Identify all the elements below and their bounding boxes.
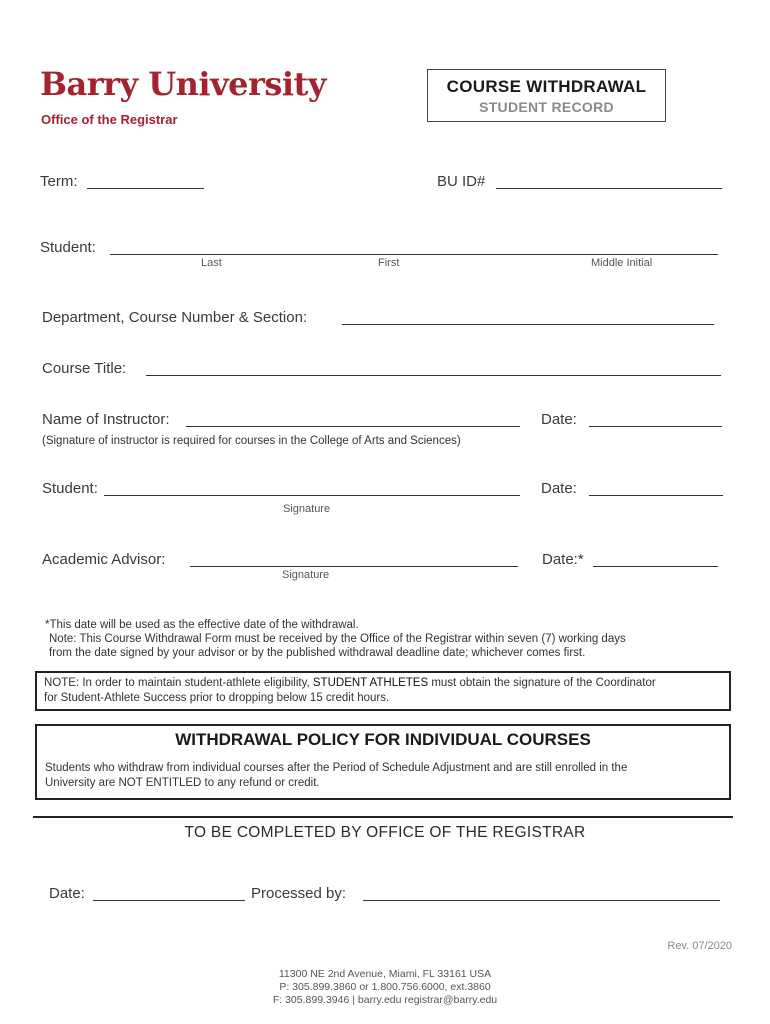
student-date-label: Date: — [541, 480, 577, 497]
advisor-signature-caption: Signature — [282, 569, 330, 581]
effective-date-note: *This date will be used as the effective date of the withdrawal. — [45, 619, 359, 631]
student-signature-caption: Signature — [283, 503, 331, 515]
student-signature-field[interactable] — [104, 495, 520, 496]
athlete-note-text-a: In order to maintain student-athlete eligibility, — [79, 677, 313, 689]
instructor-field[interactable] — [186, 426, 520, 427]
instructor-date-label: Date: — [541, 411, 577, 428]
student-name-label: Student: — [40, 239, 96, 256]
term-label: Term: — [40, 173, 78, 190]
term-field[interactable] — [87, 188, 204, 189]
form-subtitle: STUDENT RECORD — [479, 99, 614, 115]
footer-address: 11300 NE 2nd Avenue, Miami, FL 33161 USA — [278, 968, 492, 980]
advisor-date-label: Date:* — [542, 551, 584, 568]
student-signature-label: Student: — [42, 480, 98, 497]
footer-phone: P: 305.899.3860 or 1.800.756.6000, ext.3860 — [279, 981, 491, 993]
athlete-note-text-b: must obtain the signature of the Coordinator — [428, 677, 656, 689]
registrar-date-field[interactable] — [93, 900, 245, 901]
registrar-heading: TO BE COMPLETED BY OFFICE OF THE REGISTRAR — [184, 824, 586, 841]
buid-field[interactable] — [496, 188, 722, 189]
section-divider — [33, 816, 733, 818]
instructor-label: Name of Instructor: — [42, 411, 170, 428]
policy-text-line1: Students who withdraw from individual courses after the Period of Schedule Adjustment and are still enrolled in the — [45, 762, 628, 774]
middle-initial-caption: Middle Initial — [591, 257, 653, 269]
first-name-caption: First — [378, 257, 400, 269]
registrar-date-label: Date: — [49, 885, 85, 902]
department-label: Department, Course Number & Section: — [42, 309, 308, 326]
form-title-box — [427, 69, 666, 122]
submission-note-line1: Note: This Course Withdrawal Form must be received by the Office of the Registrar within seven (7) working days — [49, 633, 626, 645]
processed-by-label: Processed by: — [251, 885, 347, 902]
office-name: Office of the Registrar — [41, 112, 178, 127]
footer-contact — [0, 968, 770, 1007]
athlete-note-highlight: STUDENT ATHLETES — [312, 677, 429, 689]
student-date-field[interactable] — [589, 495, 723, 496]
department-field[interactable] — [342, 324, 714, 325]
last-name-caption: Last — [201, 257, 222, 269]
revision-date: Rev. 07/2020 — [667, 940, 732, 952]
form-title: COURSE WITHDRAWAL — [446, 77, 647, 96]
advisor-signature-field[interactable] — [190, 566, 518, 567]
withdrawal-policy-box — [35, 724, 731, 800]
athlete-note-line2: for Student-Athlete Success prior to dropping below 15 credit hours. — [44, 692, 390, 704]
athlete-note-box — [35, 671, 731, 711]
footer-fax: F: 305.899.3946 | barry.edu registrar@barry.edu — [272, 994, 498, 1006]
buid-label: BU ID# — [437, 173, 486, 190]
instructor-note: (Signature of instructor is required for courses in the College of Arts and Sciences) — [42, 435, 461, 447]
student-name-field[interactable] — [110, 254, 718, 255]
course-title-field[interactable] — [146, 375, 721, 376]
processed-by-field[interactable] — [363, 900, 720, 901]
submission-note-line2: from the date signed by your advisor or by the published withdrawal deadline date; whichever comes first. — [49, 647, 586, 659]
athlete-note-prefix: NOTE: — [44, 677, 80, 689]
policy-title: WITHDRAWAL POLICY FOR INDIVIDUAL COURSES — [175, 730, 591, 749]
brand-logo: Barry University — [40, 65, 326, 103]
advisor-date-field[interactable] — [593, 566, 718, 567]
athlete-note-line1 — [44, 676, 722, 691]
policy-text-line2: University are NOT ENTITLED to any refund or credit. — [45, 777, 320, 789]
advisor-label: Academic Advisor: — [42, 551, 166, 568]
instructor-date-field[interactable] — [589, 426, 722, 427]
course-title-label: Course Title: — [42, 360, 127, 377]
